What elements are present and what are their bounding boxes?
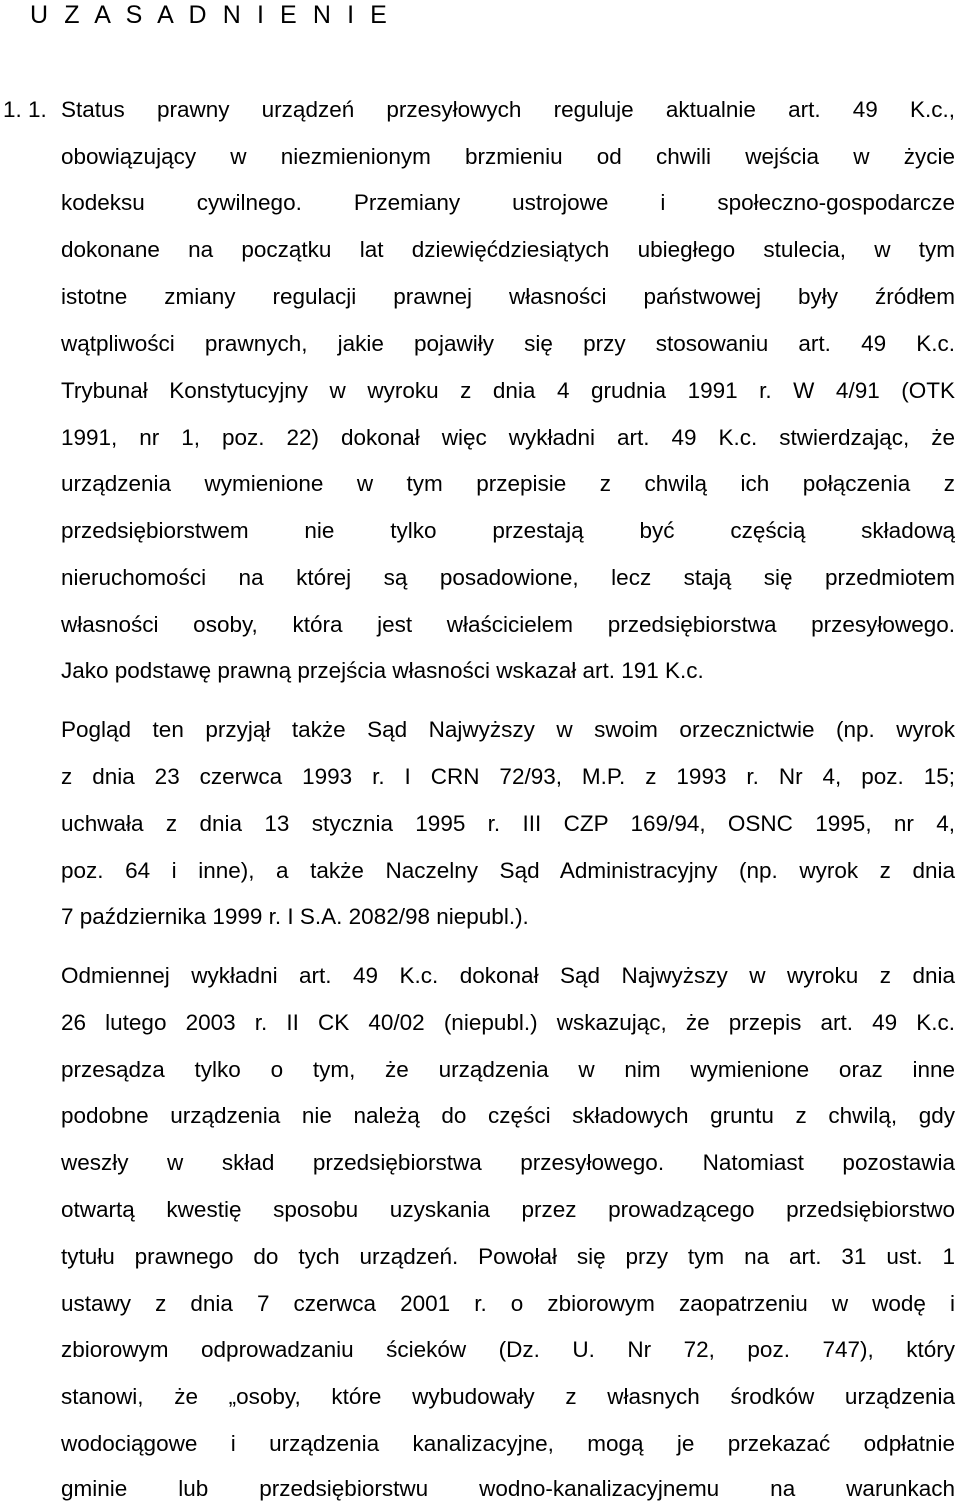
text-line: 1991, nr 1, poz. 22) dokonał więc wykładni art. 49 K.c. stwierdzając, że	[61, 425, 955, 450]
paragraph-number: 1. 1.	[3, 97, 47, 122]
text-line: 26 lutego 2003 r. II CK 40/02 (niepubl.) wskazując, że przepis art. 49 K.c.	[61, 1010, 955, 1035]
text-line: weszły w skład przedsiębiorstwa przesyłowego. Natomiast pozostawia	[61, 1150, 955, 1175]
text-line-content: Status prawny urządzeń przesyłowych reguluje aktualnie art. 49 K.c.,	[61, 97, 955, 122]
text-line: dokonane na początku lat dziewięćdziesiątych ubiegłego stulecia, w tym	[61, 237, 955, 262]
text-line: Trybunał Konstytucyjny w wyroku z dnia 4 grudnia 1991 r. W 4/91 (OTK	[61, 378, 955, 403]
text-line: podobne urządzenia nie należą do części składowych gruntu z chwilą, gdy	[61, 1103, 955, 1128]
text-line: wątpliwości prawnych, jakie pojawiły się przy stosowaniu art. 49 K.c.	[61, 331, 955, 356]
text-line: tytułu prawnego do tych urządzeń. Powołał się przy tym na art. 31 ust. 1	[61, 1244, 955, 1269]
text-line: Pogląd ten przyjął także Sąd Najwyższy w swoim orzecznictwie (np. wyrok	[61, 717, 955, 742]
text-line: poz. 64 i inne), a także Naczelny Sąd Administracyjny (np. wyrok z dnia	[61, 858, 955, 883]
text-line: kodeksu cywilnego. Przemiany ustrojowe i społeczno-gospodarcze	[61, 190, 955, 215]
text-line: urządzenia wymienione w tym przepisie z chwilą ich połączenia z	[61, 471, 955, 496]
text-line: przesądza tylko o tym, że urządzenia w nim wymienione oraz inne	[61, 1057, 955, 1082]
text-line: Odmiennej wykładni art. 49 K.c. dokonał Sąd Najwyższy w wyroku z dnia	[61, 963, 955, 988]
text-line: przedsiębiorstwem nie tylko przestają być częścią składową	[61, 518, 955, 543]
text-line: uchwała z dnia 13 stycznia 1995 r. III CZP 169/94, OSNC 1995, nr 4,	[61, 811, 955, 836]
text-line	[0, 95, 960, 125]
text-line: stanowi, że „osoby, które wybudowały z własnych środków urządzenia	[61, 1384, 955, 1409]
text-line: obowiązujący w niezmienionym brzmieniu od chwili wejścia w życie	[61, 144, 955, 169]
text-line: wodociągowe i urządzenia kanalizacyjne, mogą je przekazać odpłatnie	[61, 1431, 955, 1456]
text-line: nieruchomości na której są posadowione, lecz stają się przedmiotem	[61, 565, 955, 590]
text-line: Jako podstawę prawną przejścia własności wskazał art. 191 K.c.	[61, 658, 704, 683]
text-line: 7 października 1999 r. I S.A. 2082/98 niepubl.).	[61, 904, 529, 929]
text-line: z dnia 23 czerwca 1993 r. I CRN 72/93, M.P. z 1993 r. Nr 4, poz. 15;	[61, 764, 955, 789]
text-line: otwartą kwestię sposobu uzyskania przez prowadzącego przedsiębiorstwo	[61, 1197, 955, 1222]
text-line: zbiorowym odprowadzaniu ścieków (Dz. U. Nr 72, poz. 747), który	[61, 1337, 955, 1362]
text-line: ustawy z dnia 7 czerwca 2001 r. o zbiorowym zaopatrzeniu w wodę i	[61, 1291, 955, 1316]
text-line: istotne zmiany regulacji prawnej własności państwowej były źródłem	[61, 284, 955, 309]
text-line: gminie lub przedsiębiorstwu wodno-kanalizacyjnemu na warunkach	[61, 1476, 955, 1501]
document-title: U Z A S A D N I E N I E	[30, 1, 392, 29]
text-line: własności osoby, która jest właścicielem przedsiębiorstwa przesyłowego.	[61, 612, 955, 637]
